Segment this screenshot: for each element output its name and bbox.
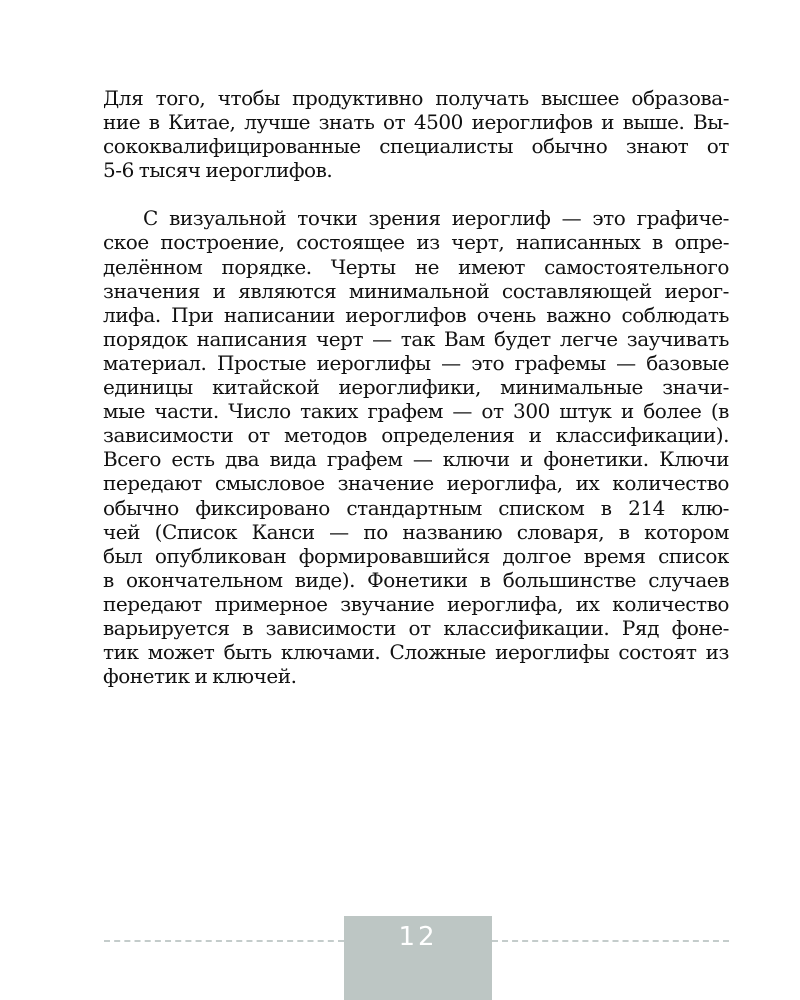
text-line: 5-6 тысяч иероглифов. bbox=[103, 158, 333, 183]
text-line: варьируется в зависимости от классификации. Ряд фоне- bbox=[103, 615, 729, 640]
footer-divider-left bbox=[104, 940, 344, 942]
text-line: передают смысловое значение иероглифа, их количество bbox=[103, 471, 729, 496]
text-line: был опубликован формировавшийся долгое время список bbox=[103, 543, 729, 568]
text-line: С визуальной точки зрения иероглиф — это графиче- bbox=[143, 206, 729, 231]
footer-divider-right bbox=[492, 940, 729, 942]
text-line: делённом порядке. Черты не имеют самостоятельного bbox=[103, 254, 729, 279]
text-line: лифа. При написании иероглифов очень важно соблюдать bbox=[103, 302, 729, 327]
text-line: единицы китайской иероглифики, минимальные значи- bbox=[103, 375, 729, 400]
text-line: порядок написания черт — так Вам будет легче заучивать bbox=[103, 326, 729, 351]
text-line: в окончательном виде). Фонетики в большинстве случаев bbox=[103, 567, 729, 592]
text-line: мые части. Число таких графем — от 300 штук и более (в bbox=[103, 399, 729, 424]
text-line: материал. Простые иероглифы — это графемы — базовые bbox=[103, 350, 729, 375]
text-line: ние в Китае, лучше знать от 4500 иероглифов и выше. Вы- bbox=[103, 110, 729, 135]
paragraph-1 bbox=[103, 86, 729, 182]
page-number: 12 bbox=[398, 922, 438, 952]
text-line: Всего есть два вида графем — ключи и фонетики. Ключи bbox=[103, 447, 729, 472]
text-line: значения и являются минимальной составляющей иерог- bbox=[103, 278, 729, 303]
body-text bbox=[103, 86, 729, 688]
paragraph-spacer bbox=[103, 182, 729, 206]
text-line: чей (Список Канси — по названию словаря, в котором bbox=[103, 519, 729, 544]
text-line: передают примерное звучание иероглифа, их количество bbox=[103, 591, 729, 616]
text-line: фонетик и ключей. bbox=[103, 664, 297, 689]
page-number-tab bbox=[344, 916, 492, 1000]
text-line: тик может быть ключами. Сложные иероглифы состоят из bbox=[103, 640, 729, 665]
text-line: сококвалифицированные специалисты обычно знают от bbox=[103, 134, 729, 159]
text-line: зависимости от методов определения и классификации). bbox=[103, 423, 729, 448]
paragraph-2 bbox=[103, 206, 729, 688]
text-line: обычно фиксировано стандартным списком в 214 клю- bbox=[103, 495, 729, 520]
text-line: Для того, чтобы продуктивно получать высшее образова- bbox=[103, 86, 729, 110]
text-line: ское построение, состоящее из черт, написанных в опре- bbox=[103, 230, 729, 255]
